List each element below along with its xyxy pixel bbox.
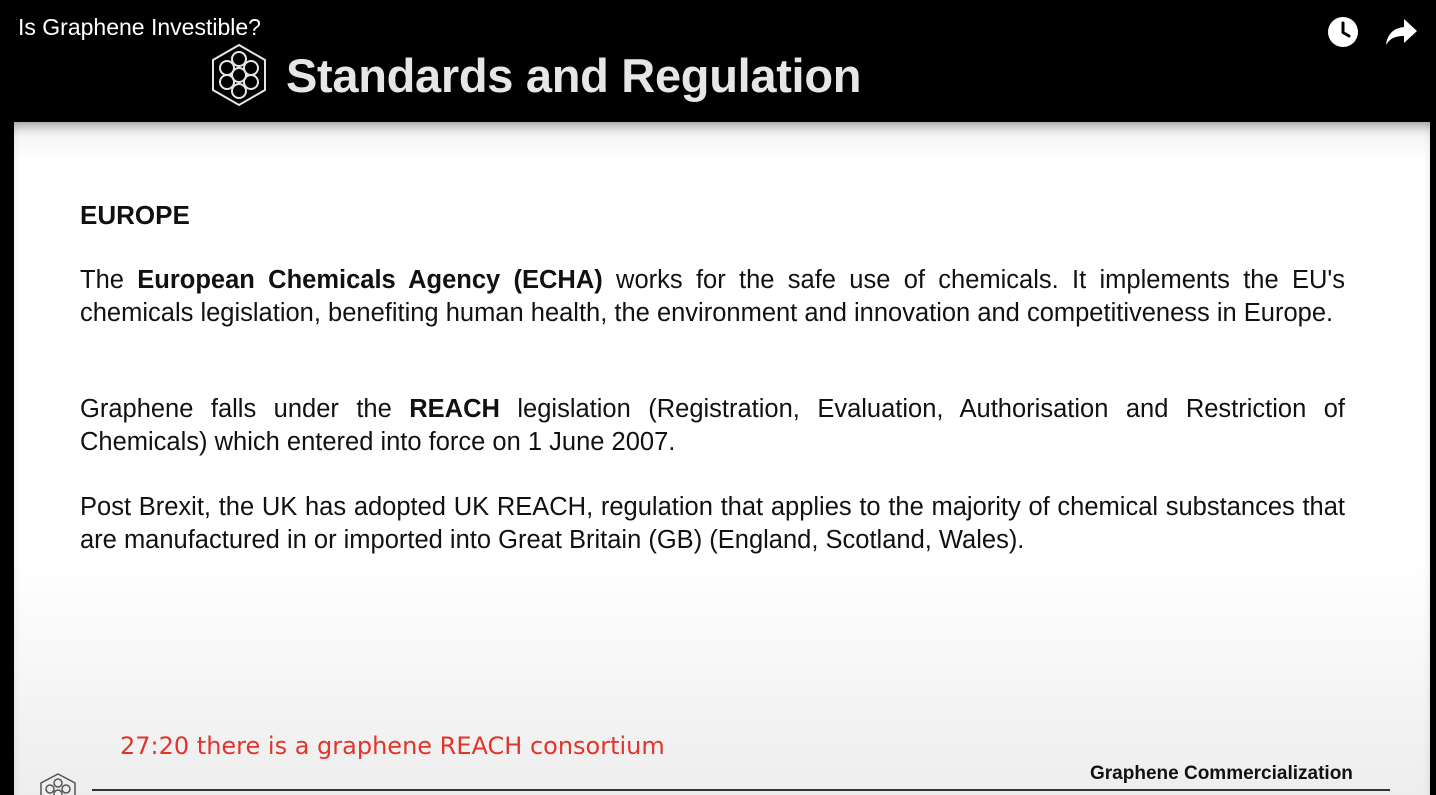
share-arrow-icon: [1385, 17, 1419, 47]
slide-title: Standards and Regulation: [286, 48, 862, 102]
bold-term-echa: European Chemicals Agency (ECHA): [137, 266, 603, 294]
footer-divider: [92, 789, 1390, 791]
footer-brand: Graphene Commercialization: [1090, 763, 1353, 784]
paragraph-text: legislation (Registration, Evaluation, Authorisation and Restriction of Chemicals) which entered into force on 1 June 2007.: [80, 395, 1345, 456]
paragraph-reach: [80, 393, 1345, 458]
bold-term-reach: REACH: [409, 395, 500, 423]
section-heading: EUROPE: [80, 200, 190, 230]
slide-content: [14, 122, 1430, 795]
annotation-note: 27:20 there is a graphene REACH consortium: [120, 732, 665, 760]
slide-header: [210, 40, 861, 110]
share-button[interactable]: [1384, 14, 1420, 50]
paragraph-text: The: [80, 266, 138, 294]
paragraph-text: works for the safe use of chemicals. It implements the EU's chemicals legislation, benefiting human health, the environment and innovation and competitiveness in Europe.: [80, 266, 1345, 327]
watch-later-button[interactable]: [1325, 14, 1361, 50]
paragraph-echa: [80, 264, 1345, 329]
clock-icon: [1327, 16, 1359, 48]
paragraph-brexit: Post Brexit, the UK has adopted UK REACH, regulation that applies to the majority of chemical substances that are manufactured in or imported into Great Britain (GB) (England, Scotland, Wales).: [80, 493, 1345, 554]
graphene-footer-logo-icon: [38, 772, 78, 795]
graphene-hexagon-logo: [210, 43, 268, 107]
paragraph-text: Graphene falls under the: [80, 395, 410, 423]
video-title[interactable]: Is Graphene Investible?: [18, 14, 261, 40]
